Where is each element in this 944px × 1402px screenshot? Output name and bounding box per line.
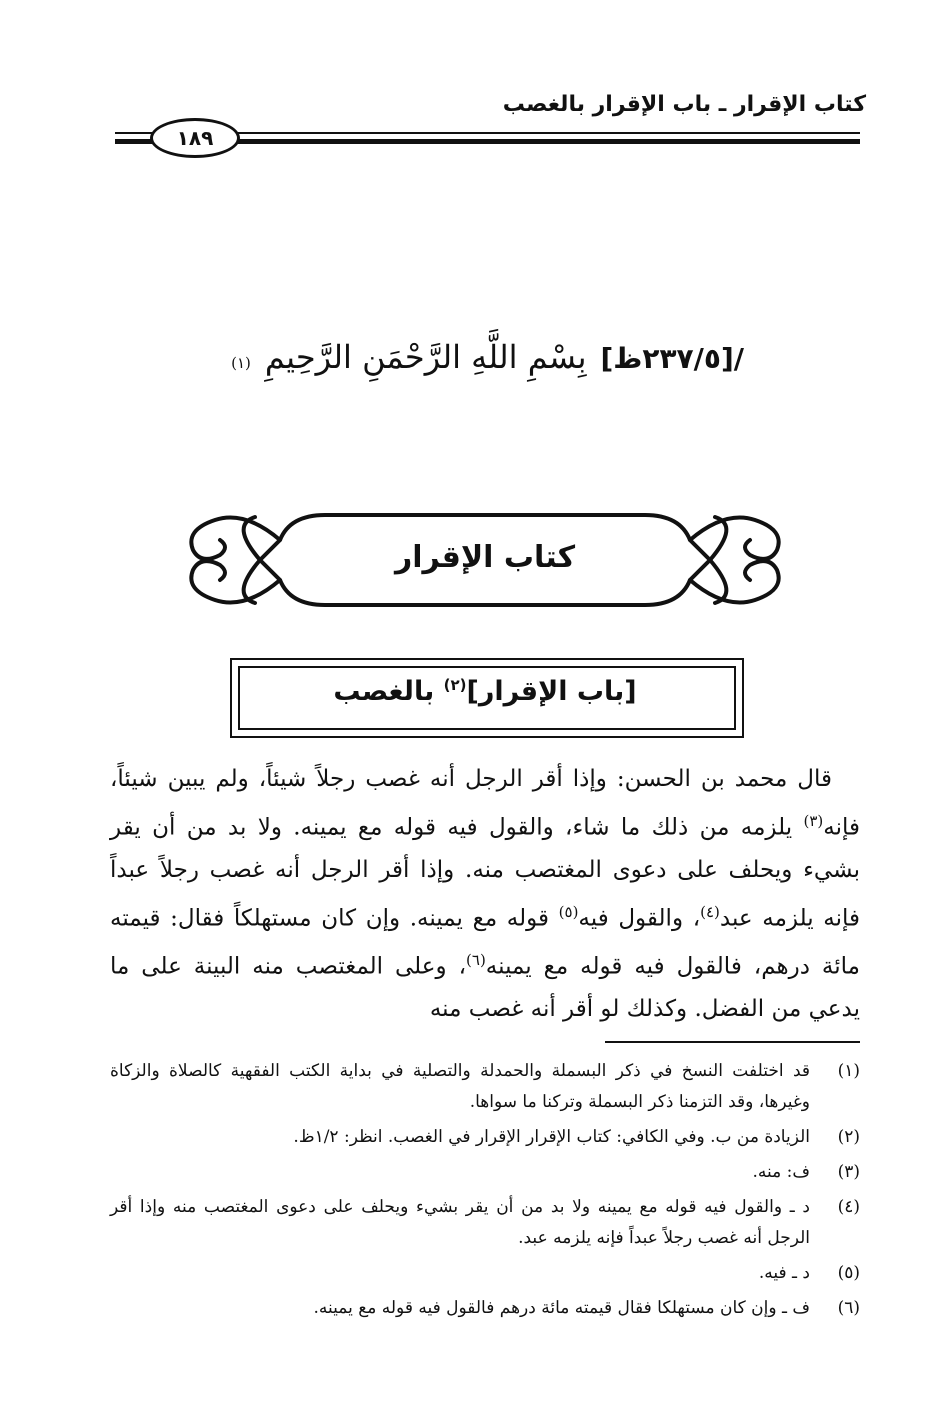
footnote-text: قد اختلفت النسخ في ذكر البسملة والحمدلة والتصلية في بداية الكتب الفقهية كالصلاة والزكاة وغيرها، وقد التزمنا ذكر البسملة وتركنا ما سواها. [110,1061,810,1112]
footnote-number: (٣) [837,1162,860,1182]
footnote-number: (٢) [837,1127,860,1147]
footnote-text: ف ـ وإن كان مستهلكا فقال قيمته مائة درهم فالقول فيه قوله مع يمينه. [313,1298,810,1318]
footnote [110,1258,860,1289]
chapter-title-bracket: [باب الإقرار] [466,676,637,707]
footnote-marker-4: (٤) [700,902,720,921]
footnote [110,1293,860,1324]
body-text-segment: يلزمه من ذلك ما شاء، والقول فيه قوله مع يمينه. ولا بد من أن يقر بشيء ويحلف على دعوى المغتصب منه. وإذا أقر الرجل أنه غصب رجلاً عبداً فإنه يلزمه عبد [110,814,861,932]
footnote-number: (٦) [837,1298,860,1318]
footnote [110,1056,860,1118]
footnote [110,1122,860,1153]
page-number-text: ١٨٩ [176,126,214,150]
footnote-marker-1: (١) [231,354,251,372]
footnote-text: الزيادة من ب. وفي الكافي: كتاب الإقرار الإقرار في الغصب. انظر: ١/٢ظ. [293,1127,810,1147]
basmala: بِسْمِ اللَّهِ الرَّحْمَنِ الرَّحِيمِ [264,338,587,376]
folio-reference: /[٢٣٧/٥ظ] [600,342,744,375]
basmala-line [231,338,744,376]
footnote-marker-3: (٣) [803,812,824,830]
footnote-text: د ـ فيه. [758,1263,810,1283]
body-text-segment: ، والقول فيه [578,905,701,932]
body-text-segment: ، وعلى المغتصب منه البينة على ما يدعي من الفضل. وكذلك لو أقر أنه غصب منه [110,953,860,1022]
chapter-title [238,676,732,707]
body-paragraph [110,758,860,1030]
body-text-segment: قوله مع يمينه. وإن كان مستهلكاً فقال: قيمته مائة درهم، فالقول فيه قوله مع يمينه [110,905,860,980]
footnote [110,1192,860,1254]
body-text [110,758,860,1030]
footnote-text: ف: منه. [752,1162,810,1182]
footnote-marker-5: (٥) [558,902,579,921]
footnote-number: (٥) [837,1263,860,1283]
footnote-separator [605,1041,860,1043]
footnote-marker-2: (٢) [443,676,467,694]
chapter-title-rest: بالغصب [333,676,444,707]
footnote-number: (٤) [837,1197,860,1217]
book-title: كتاب الإقرار [394,540,576,575]
footnote [110,1157,860,1188]
footnotes [110,1056,860,1328]
footnote-text: د ـ والقول فيه قوله مع يمينه ولا بد من أن يقر بشيء ويحلف على دعوى المغتصب منه وإذا أقر الرجل أنه غصب رجلاً عبداً فإنه يلزمه عبد. [110,1197,810,1248]
running-header: كتاب الإقرار ـ باب الإقرار بالغصب [502,92,866,117]
body-text-segment: قال محمد بن الحسن: وإذا أقر الرجل أنه غصب رجلاً شيئاً، ولم يبين شيئاً، فإنه [110,766,861,841]
footnote-marker-6: (٦) [466,951,486,970]
page-number [150,118,240,158]
footnote-number: (١) [837,1061,860,1081]
